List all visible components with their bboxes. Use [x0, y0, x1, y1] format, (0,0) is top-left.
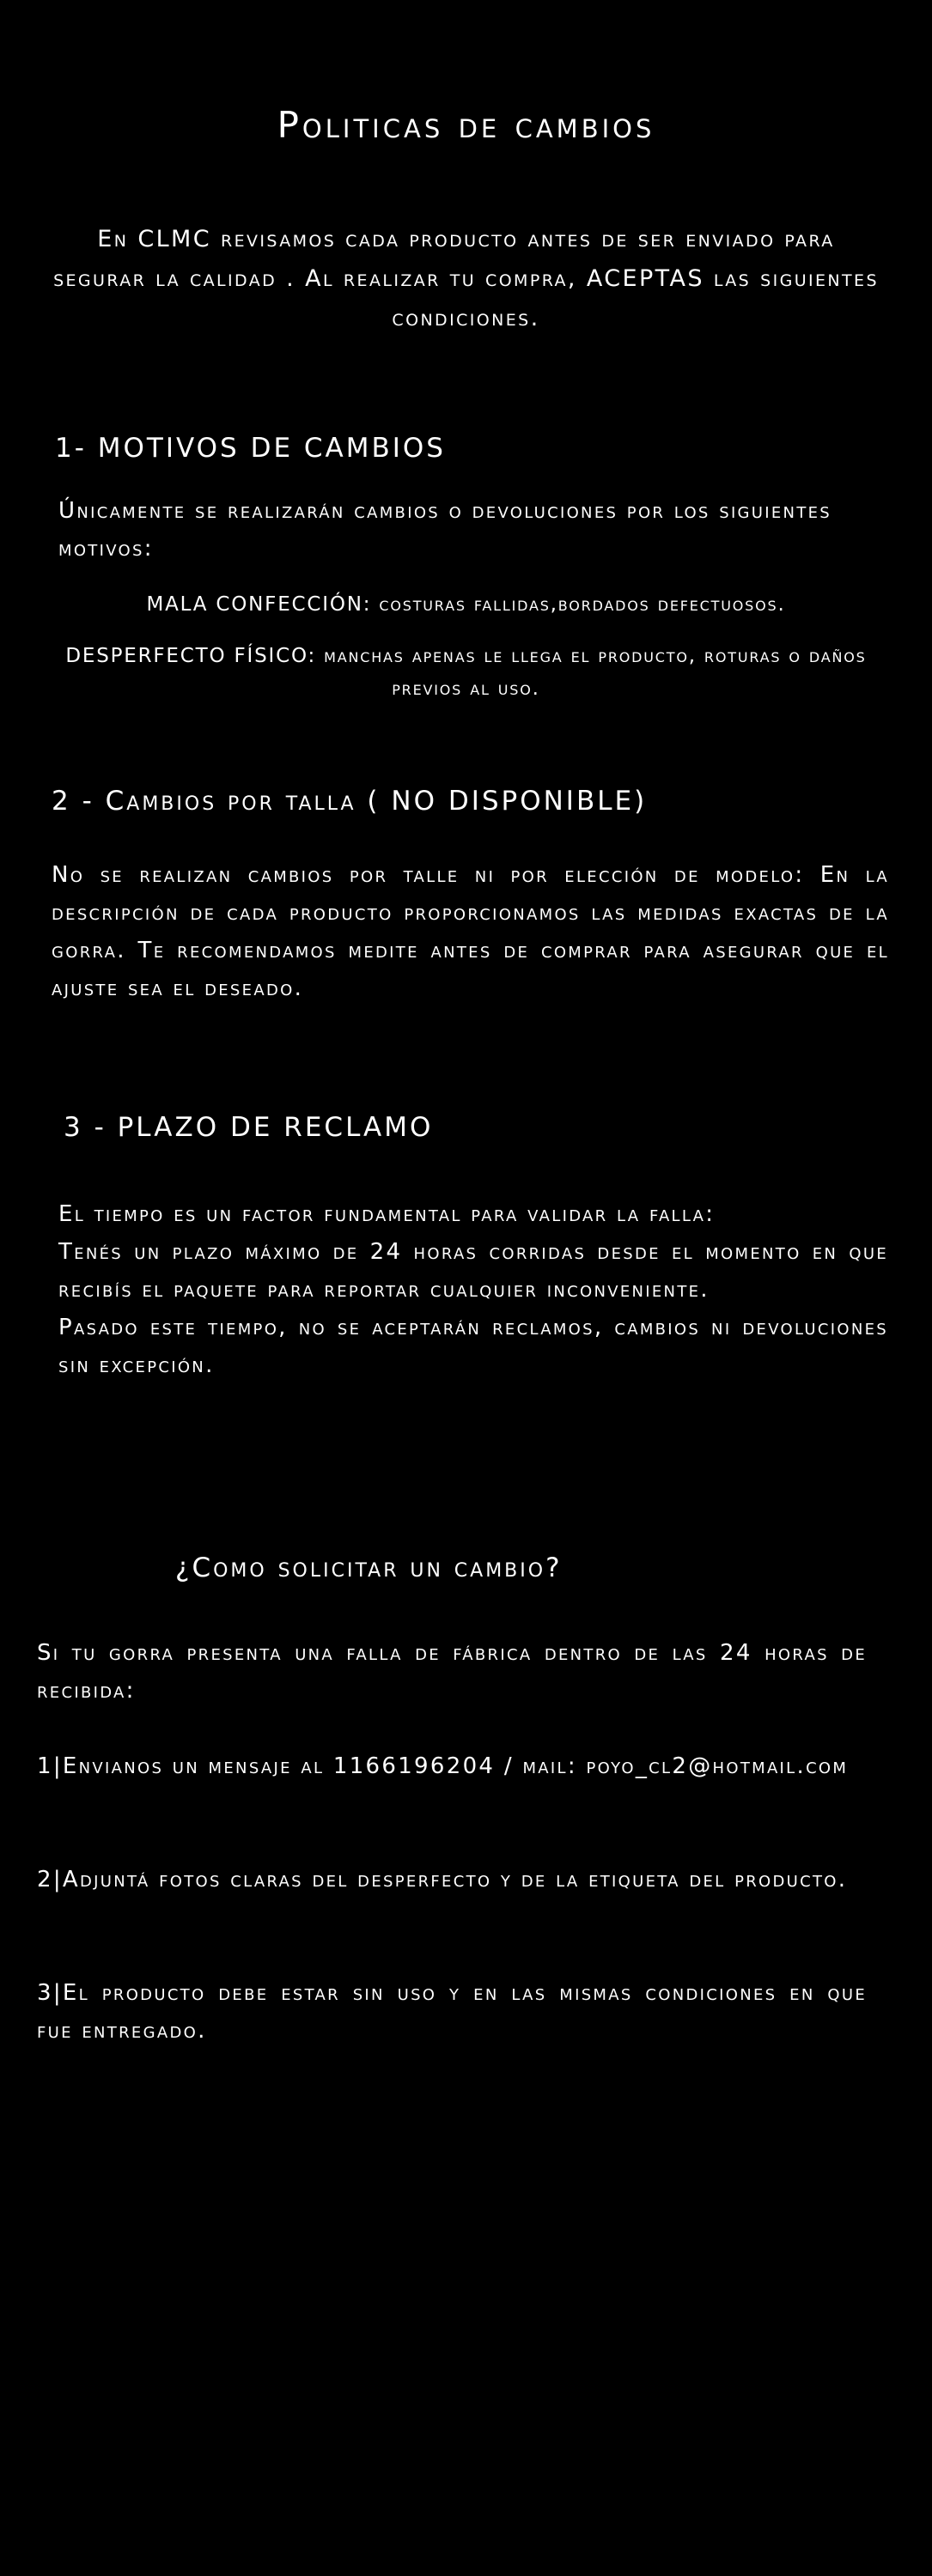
section-heading-motivos: 1- MOTIVOS DE CAMBIOS: [55, 433, 446, 464]
solicitar-step-2: 2|Adjuntá fotos claras del desperfecto y de la etiqueta del producto.: [37, 1867, 848, 1893]
plazo-paragraph-1: El tiempo es un factor fundamental para validar la falla:: [58, 1201, 716, 1227]
plazo-body: [58, 1195, 888, 1384]
motivo-desperfecto-fisico: DESPERFECTO FÍSICO: manchas apenas le llega el producto, roturas o daños previos al uso.: [65, 645, 867, 700]
talla-body: No se realizan cambios por talle ni por elección de modelo: En la descripción de cada producto proporcionamos las medidas exactas de la gorra. Te recomendamos medite antes de comprar para asegurar que el ajuste sea el deseado.: [52, 862, 889, 1001]
solicitar-intro: Si tu gorra presenta una falla de fábrica dentro de las 24 horas de recibida:: [37, 1640, 867, 1704]
section-heading-talla: 2 - Cambios por talla ( NO DISPONIBLE): [52, 786, 648, 817]
section-heading-solicitar: ¿Como solicitar un cambio?: [175, 1552, 563, 1583]
solicitar-step-1: 1|Envianos un mensaje al 1166196204 / mail: poyo_cl2@hotmail.com: [37, 1753, 849, 1779]
solicitar-step-3: 3|El producto debe estar sin uso y en las mismas condiciones en que fue entregado.: [37, 1980, 867, 2044]
plazo-paragraph-2: Tenés un plazo máximo de 24 horas corridas desde el momento en que recibís el paquete para reportar cualquier inconveniente.: [58, 1239, 888, 1303]
page-title: Politicas de cambios: [277, 104, 655, 146]
section-heading-plazo: 3 - PLAZO DE RECLAMO: [64, 1112, 434, 1143]
intro-paragraph: En CLMC revisamos cada producto antes de ser enviado para segurar la calidad . Al realizar tu compra, ACEPTAS las siguientes condiciones.: [53, 226, 879, 331]
motivos-intro: Únicamente se realizarán cambios o devoluciones por los siguientes motivos:: [58, 498, 832, 562]
plazo-paragraph-3: Pasado este tiempo, no se aceptarán reclamos, cambios ni devoluciones sin excepción.: [58, 1315, 888, 1378]
motivo-mala-confeccion: MALA CONFECCIÓN: costuras fallidas,bordados defectuosos.: [146, 593, 786, 616]
